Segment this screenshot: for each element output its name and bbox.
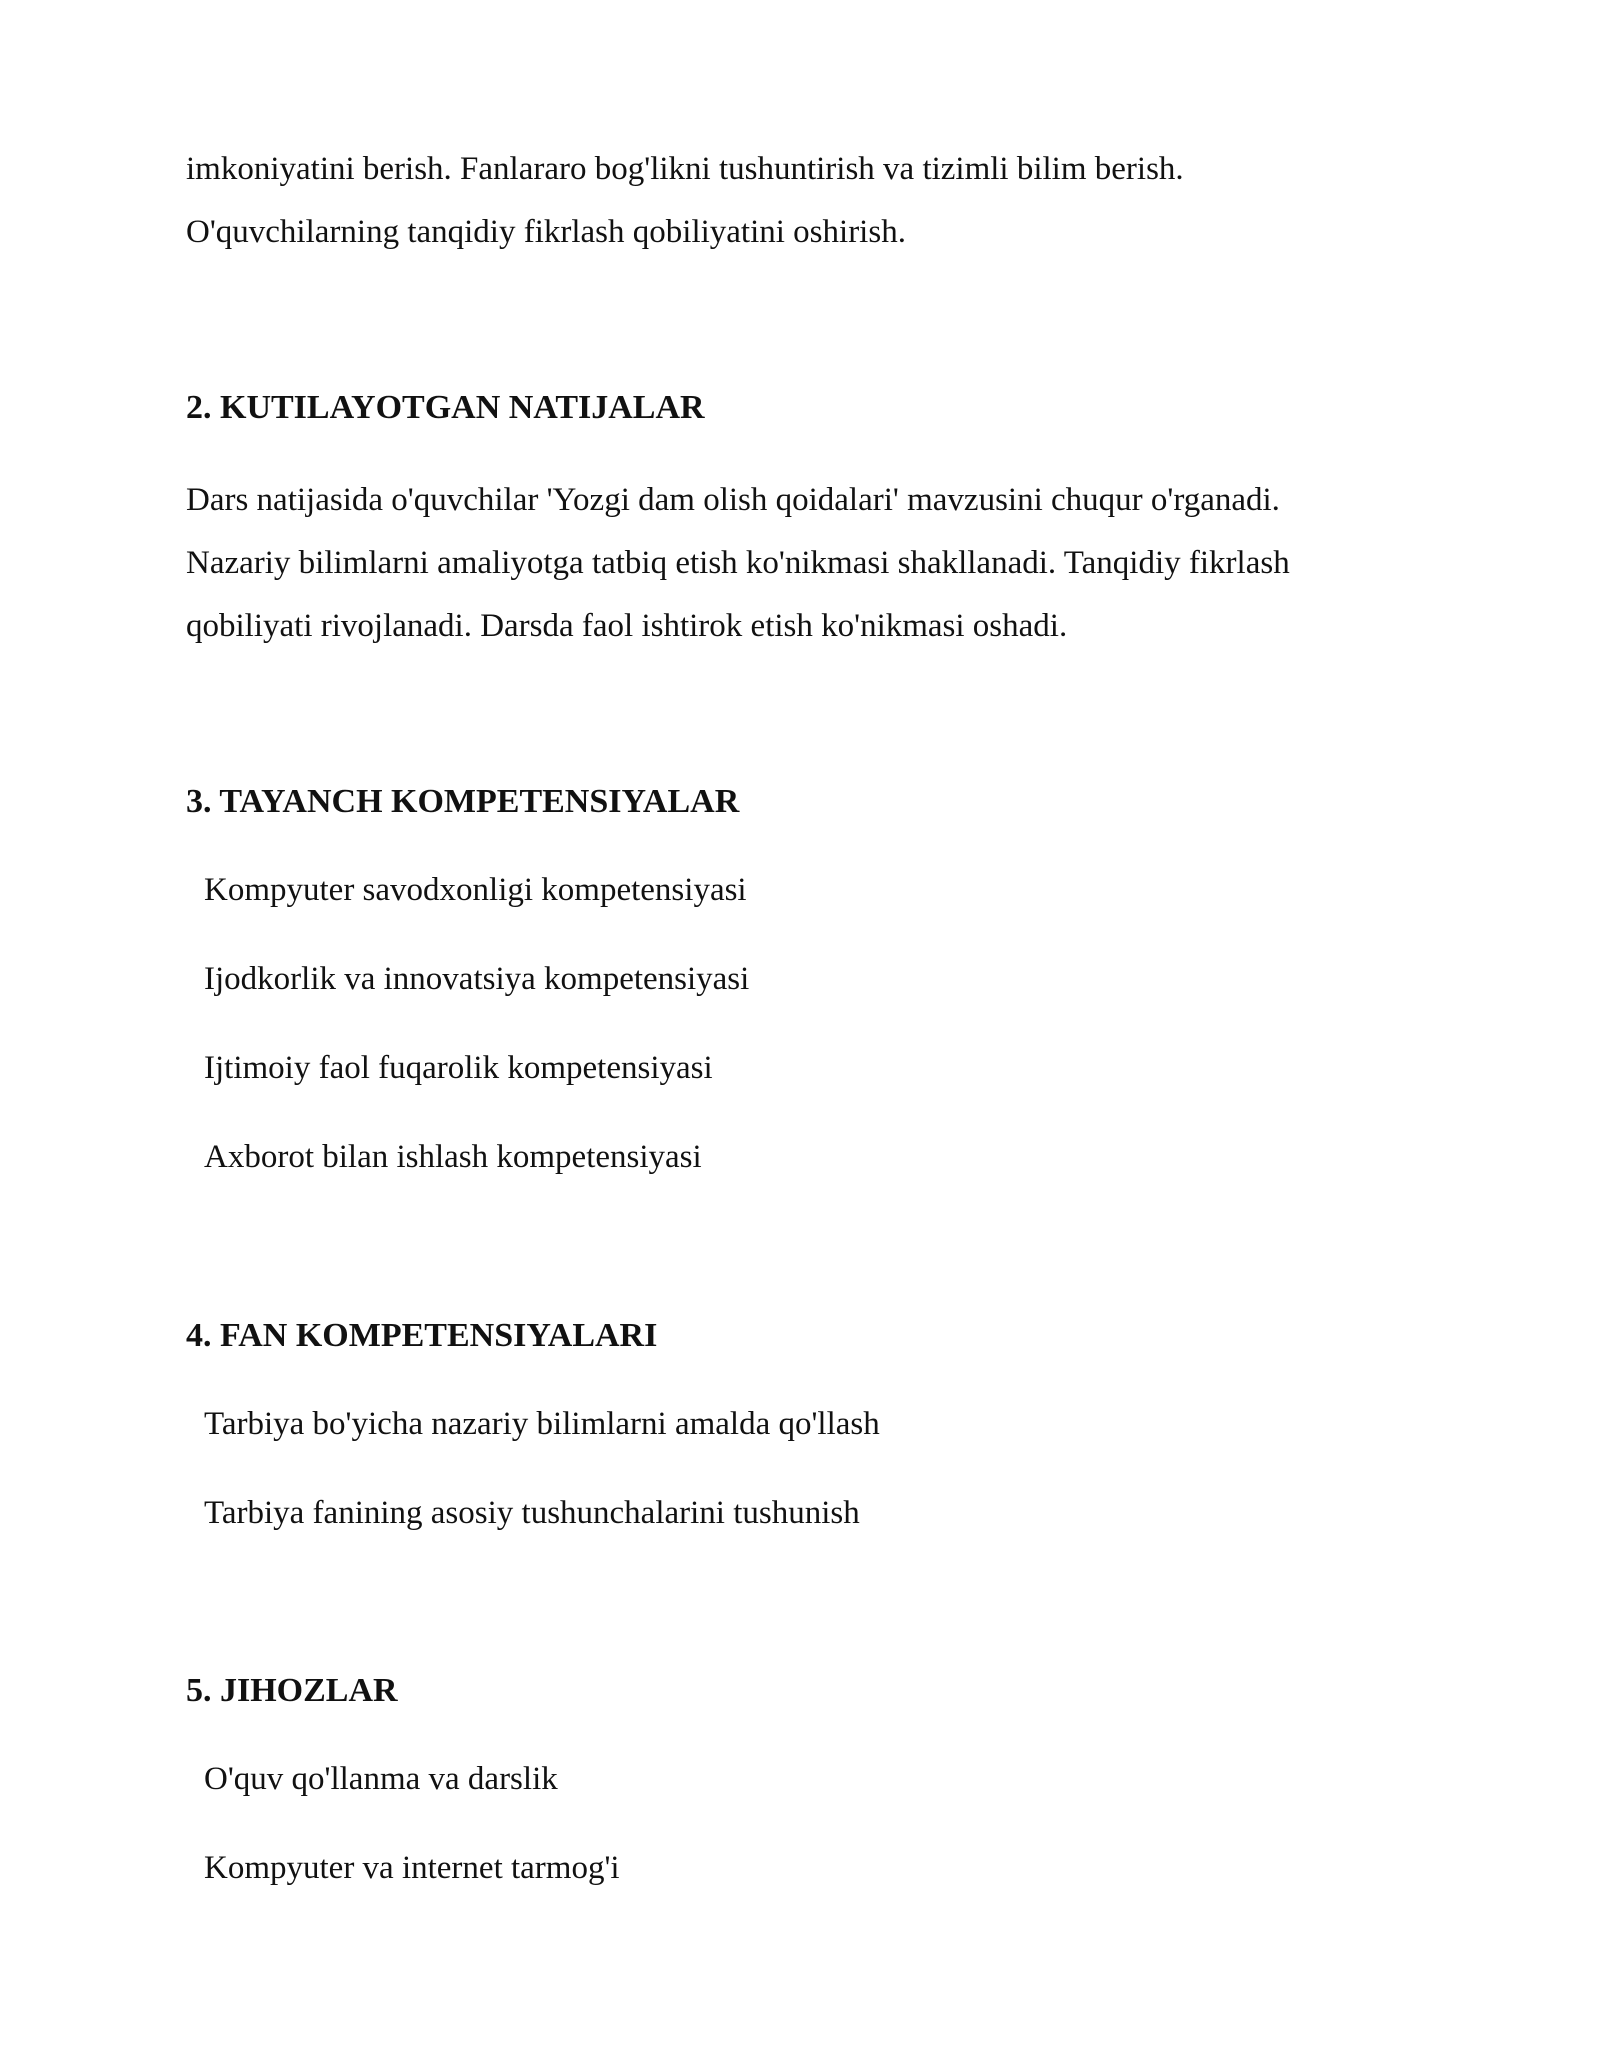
expected-results-paragraph xyxy=(186,469,1446,658)
list-item: Axborot bilan ishlash kompetensiyasi xyxy=(204,1139,702,1175)
list-item: Kompyuter savodxonligi kompetensiyasi xyxy=(204,872,747,908)
list-item: Kompyuter va internet tarmog'i xyxy=(204,1850,620,1886)
list-item: O'quv qo'llanma va darslik xyxy=(204,1761,558,1797)
list-item: Tarbiya bo'yicha nazariy bilimlarni amalda qo'llash xyxy=(204,1406,880,1442)
intro-line: O'quvchilarning tanqidiy fikrlash qobiliyatini oshirish. xyxy=(186,214,906,250)
section-heading-equipment: 5. JIHOZLAR xyxy=(186,1672,398,1709)
paragraph-line: Nazariy bilimlarni amaliyotga tatbiq etish ko'nikmasi shakllanadi. Tanqidiy fikrlash xyxy=(186,545,1290,581)
paragraph-line: Dars natijasida o'quvchilar 'Yozgi dam olish qoidalari' mavzusini chuqur o'rganadi. xyxy=(186,482,1280,518)
list-item: Ijtimoiy faol fuqarolik kompetensiyasi xyxy=(204,1050,713,1086)
list-item: Ijodkorlik va innovatsiya kompetensiyasi xyxy=(204,961,750,997)
list-item: Tarbiya fanining asosiy tushunchalarini tushunish xyxy=(204,1495,860,1531)
intro-paragraph xyxy=(186,138,1446,264)
section-heading-core-competencies: 3. TAYANCH KOMPETENSIYALAR xyxy=(186,783,740,820)
section-heading-subject-competencies: 4. FAN KOMPETENSIYALARI xyxy=(186,1317,658,1354)
paragraph-line: qobiliyati rivojlanadi. Darsda faol ishtirok etish ko'nikmasi oshadi. xyxy=(186,608,1068,644)
section-heading-expected-results: 2. KUTILAYOTGAN NATIJALAR xyxy=(186,389,705,426)
intro-line: imkoniyatini berish. Fanlararo bog'likni tushuntirish va tizimli bilim berish. xyxy=(186,151,1184,187)
